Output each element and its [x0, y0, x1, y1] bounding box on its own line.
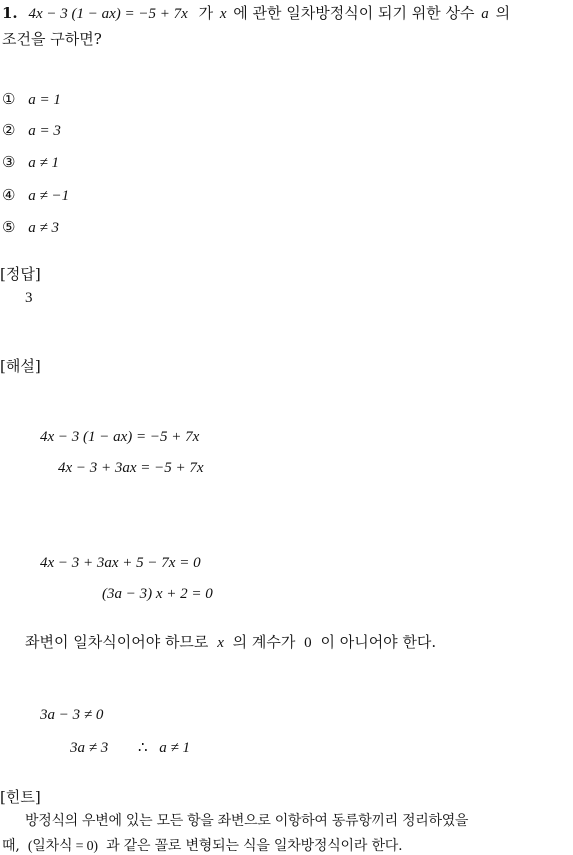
explanation-eq-1: 4x − 3 (1 − ax) = −5 + 7x — [40, 429, 200, 445]
hint-line-2-expr: (일차식 = 0) — [27, 839, 98, 854]
choice-marker: ① — [2, 90, 16, 108]
question-line-2: 조건을 구하면? — [2, 30, 102, 48]
choice-expr: a ≠ −1 — [28, 188, 70, 204]
question-number: 1. — [2, 4, 18, 22]
choice-expr: a = 3 — [28, 123, 61, 139]
eq-6-expr: 3a ≠ 3 — [70, 740, 109, 756]
eq-7-expr: a ≠ 1 — [159, 740, 191, 756]
explanation-eq-5: 3a − 3 ≠ 0 — [40, 707, 104, 723]
choice-marker: ④ — [2, 186, 16, 204]
sentence-var-x: x — [217, 635, 224, 651]
choice-marker: ③ — [2, 153, 16, 171]
choice-marker: ⑤ — [2, 218, 16, 236]
hint-line-1: 방정식의 우변에 있는 모든 항을 좌변으로 이항하여 동류항끼리 정리하였을 — [25, 813, 469, 829]
question-line-1 — [2, 2, 510, 23]
sentence-part-b: 의 계수가 — [232, 633, 296, 651]
hint-line-2-b: 과 같은 꼴로 변형되는 식을 일차방정식이라 한다. — [106, 838, 403, 854]
choice-2[interactable] — [2, 121, 61, 140]
question-var-x: x — [219, 6, 227, 22]
explanation-eq-3: 4x − 3 + 3ax + 5 − 7x = 0 — [40, 555, 201, 571]
choice-3[interactable] — [2, 153, 59, 172]
explanation-eq-2: 4x − 3 + 3ax = −5 + 7x — [58, 460, 204, 476]
hint-line-2 — [2, 835, 402, 855]
choice-5[interactable] — [2, 218, 59, 237]
explanation-sentence — [25, 631, 436, 652]
question-equation: 4x − 3 (1 − ax) = −5 + 7x — [28, 6, 188, 22]
sentence-part-a: 좌변이 일차식이어야 하므로 — [25, 633, 209, 651]
hint-line-2-a: 때, — [2, 838, 20, 854]
therefore-symbol: ∴ — [137, 740, 148, 756]
question-text-a: 가 — [198, 4, 214, 22]
sentence-zero: 0 — [304, 635, 312, 651]
choice-expr: a ≠ 1 — [28, 155, 59, 171]
choice-4[interactable] — [2, 186, 69, 205]
question-var-a: a — [481, 6, 489, 22]
explanation-label: [해설] — [0, 357, 41, 375]
sentence-part-c: 이 아니어야 한다. — [320, 633, 437, 651]
answer-label: [정답] — [0, 265, 41, 283]
answer-value: 3 — [25, 290, 33, 306]
choice-marker: ② — [2, 121, 16, 139]
question-text-c: 의 — [495, 4, 511, 22]
explanation-eq-6 — [70, 738, 190, 757]
hint-label: [힌트] — [0, 788, 41, 806]
explanation-eq-4: (3a − 3) x + 2 = 0 — [102, 586, 213, 602]
choice-expr: a ≠ 3 — [28, 220, 59, 236]
question-text-b: 에 관한 일차방정식이 되기 위한 상수 — [233, 4, 475, 22]
choice-expr: a = 1 — [28, 92, 61, 108]
choice-1[interactable] — [2, 90, 61, 109]
